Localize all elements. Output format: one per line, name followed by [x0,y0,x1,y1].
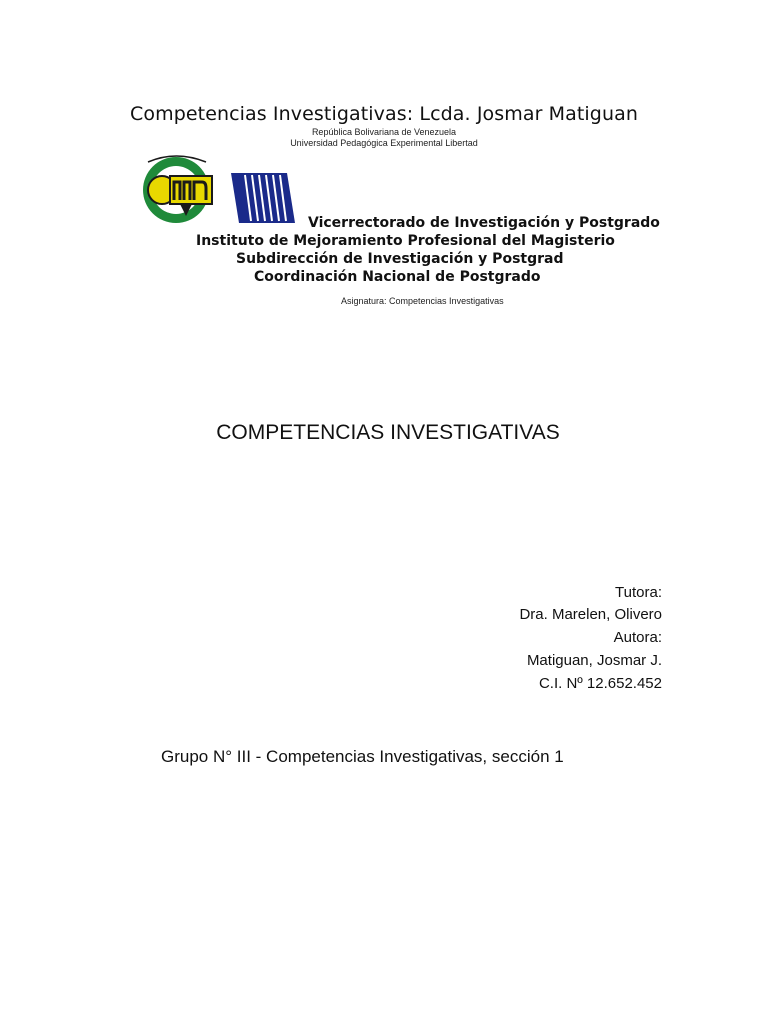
universidad-line: Universidad Pedagógica Experimental Libertad [290,138,478,148]
republica-line: República Bolivariana de Venezuela [311,127,457,137]
tutora-label: Tutora: [615,584,662,601]
subdireccion-line: Subdirección de Investigación y Postgrad [236,251,564,267]
document-header-title: Competencias Investigativas: Lcda. Josmar Matiguan [130,103,638,125]
cedula-line: C.I. Nº 12.652.452 [538,675,662,692]
grupo-line: Grupo N° III - Competencias Investigativas, sección 1 [161,747,564,766]
main-title: COMPETENCIAS INVESTIGATIVAS [216,421,560,444]
ipm-logo [229,171,296,225]
tutora-name: Dra. Marelen, Olivero [519,606,662,623]
autora-name: Matiguan, Josmar J. [526,652,662,669]
upel-logo [140,150,215,228]
asignatura-line: Asignatura: Competencias Investigativas [341,296,504,306]
vicerrectorado-line: Vicerrectorado de Investigación y Postgrado [308,215,660,231]
autora-label: Autora: [613,629,662,646]
coordinacion-line: Coordinación Nacional de Postgrado [254,269,541,285]
instituto-line: Instituto de Mejoramiento Profesional del Magisterio [196,233,615,249]
